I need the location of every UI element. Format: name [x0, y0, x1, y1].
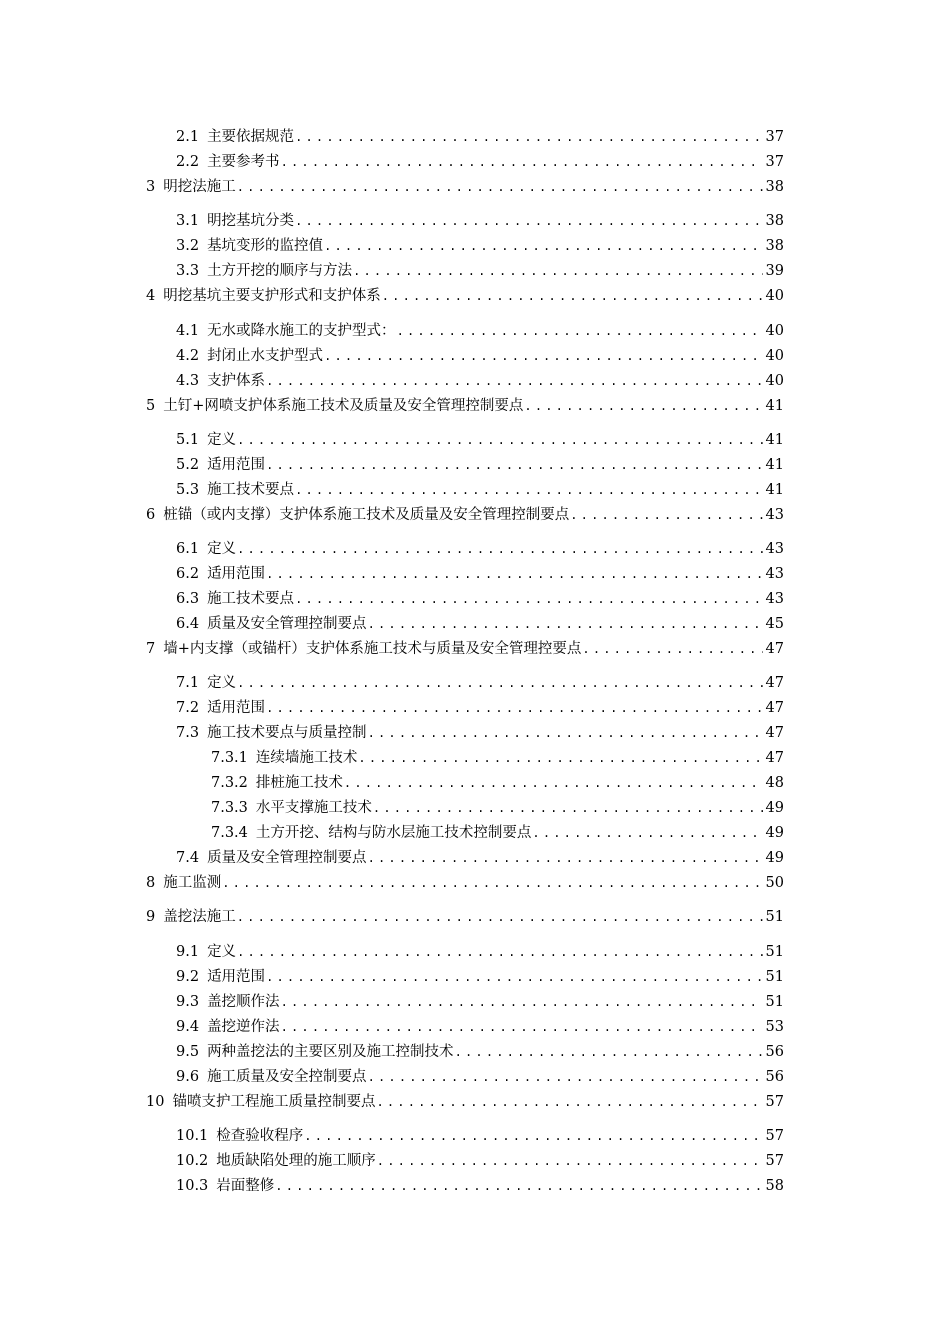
- toc-entry[interactable]: [211, 797, 784, 819]
- toc-entry-page-number: 51: [765, 944, 784, 960]
- toc-entry-page-number: 57: [765, 1094, 784, 1110]
- toc-entry[interactable]: [176, 1066, 784, 1088]
- toc-entry-title: 基坑变形的监控值: [207, 238, 324, 254]
- toc-entry-page-number: 48: [765, 775, 784, 791]
- toc-entry[interactable]: [176, 722, 784, 744]
- toc-entry-title: 检查验收程序: [216, 1128, 304, 1144]
- toc-entry-title: 质量及安全管理控制要点: [207, 616, 367, 632]
- toc-entry-number: 4.1: [176, 323, 200, 339]
- toc-entry[interactable]: [176, 991, 784, 1013]
- toc-leader-dots: [295, 126, 762, 148]
- toc-entry-page-number: 51: [765, 969, 784, 985]
- toc-entry[interactable]: [176, 613, 784, 635]
- toc-leader-dots: [368, 1066, 763, 1088]
- toc-entry-page-number: 45: [765, 616, 784, 632]
- toc-entry-title: 施工质量及安全控制要点: [207, 1069, 367, 1085]
- toc-entry-title: 桩锚（或内支撑）支护体系施工技术及质量及安全管理控制要点: [163, 507, 570, 523]
- toc-entry-title: 定义: [207, 432, 237, 448]
- toc-entry-title: 定义: [207, 541, 237, 557]
- toc-entry[interactable]: [211, 747, 784, 769]
- toc-entry-number: 7.3.4: [211, 825, 248, 841]
- toc-entry[interactable]: [176, 538, 784, 560]
- toc-entry-page-number: 49: [765, 825, 784, 841]
- toc-entry[interactable]: [176, 235, 784, 257]
- toc-leader-dots: [382, 285, 763, 307]
- toc-entry[interactable]: [176, 563, 784, 585]
- toc-entry-page-number: 47: [765, 641, 784, 657]
- toc-entry-page-number: 51: [765, 994, 784, 1010]
- toc-entry-page-number: 41: [765, 457, 784, 473]
- toc-entry[interactable]: [176, 941, 784, 963]
- toc-entry-number: 8: [146, 875, 156, 891]
- toc-entry-number: 9.3: [176, 994, 200, 1010]
- toc-entry-title: 适用范围: [207, 566, 266, 582]
- toc-leader-dots: [324, 345, 762, 367]
- toc-leader-dots: [377, 1150, 763, 1172]
- toc-entry-page-number: 57: [765, 1153, 784, 1169]
- toc-entry-page-number: 43: [765, 507, 784, 523]
- toc-entry-page-number: 37: [765, 154, 784, 170]
- toc-leader-dots: [376, 1091, 762, 1113]
- toc-entry-page-number: 56: [765, 1069, 784, 1085]
- toc-leader-dots: [570, 504, 762, 526]
- toc-entry-number: 10.2: [176, 1153, 209, 1169]
- toc-entry[interactable]: [146, 285, 784, 307]
- toc-entry-title: 定义: [207, 944, 237, 960]
- toc-entry-page-number: 51: [765, 909, 784, 925]
- toc-entry-page-number: 47: [765, 725, 784, 741]
- toc-entry-title: 施工技术要点与质量控制: [207, 725, 367, 741]
- toc-entry-page-number: 41: [765, 432, 784, 448]
- toc-leader-dots: [266, 966, 762, 988]
- toc-entry-number: 5.1: [176, 432, 200, 448]
- toc-entry-page-number: 58: [765, 1178, 784, 1194]
- toc-entry-page-number: 41: [765, 482, 784, 498]
- toc-entry-number: 3.1: [176, 213, 200, 229]
- toc-leader-dots: [353, 260, 762, 282]
- toc-entry[interactable]: [176, 966, 784, 988]
- toc-leader-dots: [237, 906, 763, 928]
- toc-entry-title: 质量及安全管理控制要点: [207, 850, 367, 866]
- toc-entry-title: 土方开挖、结构与防水层施工技术控制要点: [255, 825, 532, 841]
- toc-entry-page-number: 49: [765, 800, 784, 816]
- toc-leader-dots: [344, 772, 763, 794]
- toc-entry-title: 土方开挖的顺序与方法: [207, 263, 353, 279]
- toc-leader-dots: [237, 176, 763, 198]
- toc-leader-dots: [304, 1125, 762, 1147]
- toc-entry[interactable]: [176, 454, 784, 476]
- toc-entry[interactable]: [146, 1091, 784, 1113]
- toc-entry-page-number: 47: [765, 675, 784, 691]
- toc-leader-dots: [368, 722, 763, 744]
- toc-entry-number: 6: [146, 507, 156, 523]
- toc-leader-dots: [324, 235, 762, 257]
- toc-entry-page-number: 49: [765, 850, 784, 866]
- toc-leader-dots: [532, 822, 762, 844]
- toc-entry[interactable]: [176, 1125, 784, 1147]
- toc-entry[interactable]: [146, 872, 784, 894]
- toc-entry-number: 7.3.3: [211, 800, 248, 816]
- toc-entry-page-number: 38: [765, 179, 784, 195]
- toc-entry-number: 2.1: [176, 129, 200, 145]
- toc-entry-page-number: 38: [765, 213, 784, 229]
- toc-entry-page-number: 43: [765, 591, 784, 607]
- toc-entry[interactable]: [176, 429, 784, 451]
- toc-entry-number: 7.3.2: [211, 775, 248, 791]
- toc-entry-title: 定义: [207, 675, 237, 691]
- toc-entry-title: 适用范围: [207, 457, 266, 473]
- toc-entry[interactable]: [146, 906, 784, 928]
- toc-entry-title: 两种盖挖法的主要区别及施工控制技术: [207, 1044, 454, 1060]
- toc-entry-number: 7.3.1: [211, 750, 248, 766]
- toc-leader-dots: [281, 991, 763, 1013]
- toc-entry[interactable]: [176, 126, 784, 148]
- toc-entry[interactable]: [176, 588, 784, 610]
- toc-entry-number: 4: [146, 288, 156, 304]
- toc-entry-number: 5: [146, 398, 156, 414]
- toc-entry-number: 9: [146, 909, 156, 925]
- toc-entry-number: 9.2: [176, 969, 200, 985]
- toc-entry-title: 盖挖法施工: [163, 909, 236, 925]
- toc-entry-number: 6.3: [176, 591, 200, 607]
- toc-leader-dots: [281, 1016, 763, 1038]
- toc-entry-title: 无水或降水施工的支护型式：: [207, 323, 396, 339]
- toc-entry[interactable]: [176, 847, 784, 869]
- toc-entry-title: 明挖基坑主要支护形式和支护体系: [163, 288, 381, 304]
- toc-leader-dots: [295, 210, 762, 232]
- toc-entry-number: 10: [146, 1094, 165, 1110]
- toc-entry[interactable]: [176, 370, 784, 392]
- toc-entry[interactable]: [176, 672, 784, 694]
- toc-entry[interactable]: [211, 772, 784, 794]
- toc-entry[interactable]: [146, 638, 784, 660]
- toc-leader-dots: [295, 479, 762, 501]
- toc-entry-page-number: 40: [765, 288, 784, 304]
- toc-entry-title: 盖挖逆作法: [207, 1019, 280, 1035]
- toc-entry-title: 施工技术要点: [207, 591, 295, 607]
- toc-entry-number: 9.1: [176, 944, 200, 960]
- toc-entry-page-number: 40: [765, 323, 784, 339]
- toc-entry-title: 施工监测: [163, 875, 222, 891]
- toc-entry-number: 6.2: [176, 566, 200, 582]
- toc-entry-number: 2.2: [176, 154, 200, 170]
- toc-entry[interactable]: [176, 210, 784, 232]
- toc-leader-dots: [295, 588, 762, 610]
- toc-leader-dots: [368, 613, 763, 635]
- toc-entry-number: 7.2: [176, 700, 200, 716]
- toc-entry-title: 锚喷支护工程施工质量控制要点: [172, 1094, 376, 1110]
- toc-leader-dots: [455, 1041, 763, 1063]
- toc-leader-dots: [266, 370, 762, 392]
- toc-entry-number: 4.3: [176, 373, 200, 389]
- toc-entry-number: 7.3: [176, 725, 200, 741]
- toc-entry-number: 7: [146, 641, 156, 657]
- toc-leader-dots: [237, 538, 762, 560]
- toc-entry-title: 水平支撑施工技术: [255, 800, 372, 816]
- toc-entry-number: 9.4: [176, 1019, 200, 1035]
- toc-entry-number: 10.3: [176, 1178, 209, 1194]
- toc-entry[interactable]: [146, 395, 784, 417]
- toc-entry[interactable]: [176, 260, 784, 282]
- toc-entry[interactable]: [176, 1175, 784, 1197]
- toc-entry-title: 排桩施工技术: [255, 775, 343, 791]
- toc-entry[interactable]: [211, 822, 784, 844]
- toc-entry[interactable]: [146, 504, 784, 526]
- toc-leader-dots: [524, 395, 762, 417]
- toc-entry-title: 适用范围: [207, 969, 266, 985]
- toc-entry-number: 3.2: [176, 238, 200, 254]
- toc-entry-page-number: 50: [765, 875, 784, 891]
- toc-leader-dots: [275, 1175, 762, 1197]
- toc-entry[interactable]: [176, 345, 784, 367]
- toc-entry-title: 封闭止水支护型式: [207, 348, 324, 364]
- toc-leader-dots: [368, 847, 763, 869]
- toc-leader-dots: [358, 747, 762, 769]
- toc-entry-page-number: 41: [765, 398, 784, 414]
- toc-entry[interactable]: [146, 176, 784, 198]
- toc-leader-dots: [266, 563, 762, 585]
- toc-entry-title: 明挖基坑分类: [207, 213, 295, 229]
- toc-entry-page-number: 57: [765, 1128, 784, 1144]
- toc-entry-title: 墙+内支撑（或锚杆）支护体系施工技术与质量及安全管理控要点: [163, 641, 582, 657]
- toc-entry[interactable]: [176, 320, 784, 342]
- toc-entry-title: 施工技术要点: [207, 482, 295, 498]
- toc-leader-dots: [266, 697, 762, 719]
- toc-leader-dots: [237, 672, 762, 694]
- toc-entry-number: 7.4: [176, 850, 200, 866]
- toc-leader-dots: [237, 941, 762, 963]
- toc-entry-number: 7.1: [176, 675, 200, 691]
- toc-leader-dots: [582, 638, 762, 660]
- toc-entry-number: 5.2: [176, 457, 200, 473]
- toc-entry-title: 主要参考书: [207, 154, 280, 170]
- toc-entry-page-number: 43: [765, 541, 784, 557]
- toc-leader-dots: [397, 320, 763, 342]
- toc-entry-page-number: 39: [765, 263, 784, 279]
- toc-entry-title: 支护体系: [207, 373, 266, 389]
- toc-entry-page-number: 47: [765, 700, 784, 716]
- toc-entry[interactable]: [176, 1041, 784, 1063]
- toc-entry[interactable]: [176, 151, 784, 173]
- toc-leader-dots: [281, 151, 763, 173]
- toc-entry-page-number: 43: [765, 566, 784, 582]
- toc-entry-title: 明挖法施工: [163, 179, 236, 195]
- toc-entry-title: 岩面整修: [216, 1178, 275, 1194]
- toc-entry[interactable]: [176, 1016, 784, 1038]
- toc-leader-dots: [237, 429, 762, 451]
- toc-leader-dots: [266, 454, 762, 476]
- toc-entry-page-number: 53: [765, 1019, 784, 1035]
- toc-entry-number: 9.6: [176, 1069, 200, 1085]
- toc-entry-title: 地质缺陷处理的施工顺序: [216, 1153, 376, 1169]
- toc-entry-title: 土钉+网喷支护体系施工技术及质量及安全管理控制要点: [163, 398, 524, 414]
- toc-entry-number: 9.5: [176, 1044, 200, 1060]
- toc-entry-number: 4.2: [176, 348, 200, 364]
- toc-entry-title: 主要依据规范: [207, 129, 295, 145]
- toc-entry-number: 5.3: [176, 482, 200, 498]
- toc-entry-number: 10.1: [176, 1128, 209, 1144]
- toc-entry[interactable]: [176, 1150, 784, 1172]
- toc-entry-number: 6.1: [176, 541, 200, 557]
- toc-entry-number: 6.4: [176, 616, 200, 632]
- toc-entry-page-number: 40: [765, 373, 784, 389]
- toc-entry-page-number: 37: [765, 129, 784, 145]
- toc-leader-dots: [373, 797, 763, 819]
- toc-entry-title: 盖挖顺作法: [207, 994, 280, 1010]
- toc-entry-page-number: 47: [765, 750, 784, 766]
- toc-entry[interactable]: [176, 479, 784, 501]
- toc-entry-title: 连续墙施工技术: [255, 750, 358, 766]
- toc-entry-number: 3: [146, 179, 156, 195]
- toc-entry-page-number: 40: [765, 348, 784, 364]
- toc-entry-page-number: 56: [765, 1044, 784, 1060]
- toc-entry-number: 3.3: [176, 263, 200, 279]
- toc-leader-dots: [222, 872, 762, 894]
- toc-entry[interactable]: [176, 697, 784, 719]
- toc-entry-title: 适用范围: [207, 700, 266, 716]
- toc-entry-page-number: 38: [765, 238, 784, 254]
